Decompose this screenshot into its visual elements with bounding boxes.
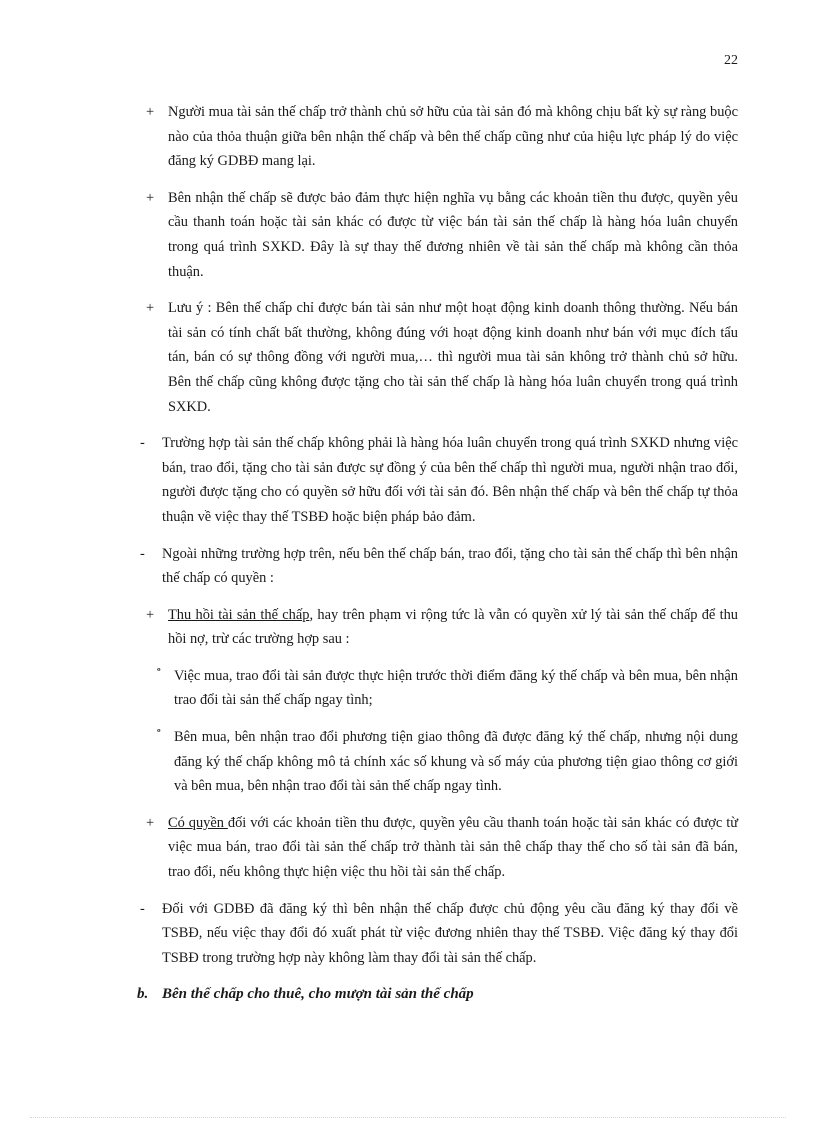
list-item (140, 897, 738, 971)
paragraph-text: Bên nhận thế chấp sẽ được bảo đảm thực hiện nghĩa vụ bằng các khoản tiền thu được, quyền yêu cầu thanh toán hoặc tài sản khác có được từ việc bán tài sản thế chấp là hàng hóa luân chuyển trong quá trình SXKD. Đây là sự thay thế đương nhiên về tài sản thế chấp mà không cần thỏa thuận. (168, 189, 738, 280)
section-title: Bên thế chấp cho thuê, cho mượn tài sản thế chấp (162, 986, 474, 1003)
bullet-dash: - (140, 545, 145, 562)
list-item (157, 725, 738, 799)
list-item (140, 431, 738, 529)
bullet-circle: º (157, 727, 161, 740)
paragraph-text: Trường hợp tài sản thế chấp không phải là hàng hóa luân chuyển trong quá trình SXKD nhưng việc bán, trao đổi, tặng cho tài sản được sự đồng ý của bên thế chấp thì người mua, người nhận trao đổi, người được tặng cho có quyền sở hữu đối với tài sản đó. Bên nhận thế chấp và bên thế chấp tự thỏa thuận về việc thay thế TSBĐ hoặc biện pháp bảo đảm. (162, 435, 738, 525)
paragraph-text: Lưu ý : Bên thế chấp chỉ được bán tài sản như một hoạt động kinh doanh thông thường. Nếu bán tài sản có tính chất bất thường, không đúng với hoạt động kinh doanh như bán với mục đích tẩu tán, bán có sự thông đồng với người mua,… thì người mua tài sản không trở thành chủ sở hữu. Bên thế chấp cũng không được tặng cho tài sản thế chấp là hàng hóa luân chuyển trong quá trình SXKD. (168, 300, 738, 415)
paragraph-text: Đối với GDBĐ đã đăng ký thì bên nhận thế chấp được chủ động yêu cầu đăng ký thay đổi về TSBĐ, nếu việc thay đổi đó xuất phát từ việc đương nhiên thay thế TSBĐ. Việc đăng ký thay đổi TSBĐ trong trường hợp này không làm thay đổi tài sản thế chấp. (162, 900, 738, 966)
paragraph-text: Người mua tài sản thế chấp trở thành chủ sở hữu của tài sản đó mà không chịu bất kỳ sự ràng buộc nào của thỏa thuận giữa bên nhận thế chấp và bên thế chấp cũng như của hiệu lực pháp lý do việc đăng ký GDBĐ mang lại. (168, 104, 738, 170)
list-item (157, 664, 738, 713)
bullet-plus: + (146, 300, 155, 317)
list-item (146, 100, 738, 174)
paragraph-text: Bên mua, bên nhận trao đổi phương tiện giao thông đã được đăng ký thế chấp, nhưng nội dung đăng ký thế chấp không mô tả chính xác số khung và số máy của phương tiện giao thông cơ giới và bên mua, bên nhận trao đổi tài sản thế chấp ngay tình. (174, 729, 738, 795)
page-number: 22 (724, 53, 738, 68)
section-marker: b. (137, 986, 149, 1003)
bullet-plus: + (146, 814, 155, 831)
paragraph-text: , hay trên phạm vi rộng tức là vẫn có quyền xử lý tài sản thế chấp để thu hồi nợ, trừ các trường hợp sau : (168, 606, 739, 648)
bullet-dash: - (140, 900, 145, 917)
list-item (146, 603, 739, 652)
page-bottom-divider (30, 1117, 786, 1118)
list-item (146, 811, 738, 885)
document-body (0, 100, 816, 1006)
bullet-plus: + (146, 189, 155, 206)
bullet-circle: º (157, 665, 161, 678)
bullet-dash: - (140, 435, 145, 452)
paragraph-text: Ngoài những trường hợp trên, nếu bên thế chấp bán, trao đổi, tặng cho tài sản thế chấp thì bên nhận thế chấp có quyền : (162, 545, 738, 587)
bullet-plus: + (146, 104, 155, 120)
underlined-term: Thu hồi tài sản thế chấp (168, 606, 310, 623)
paragraph-text: Việc mua, trao đổi tài sản được thực hiện trước thời điểm đăng ký thế chấp và bên mua, bên nhận trao đổi tài sản thế chấp ngay tình; (174, 667, 738, 709)
underlined-term: Có quyền (168, 814, 228, 831)
list-item (140, 542, 738, 591)
section-heading (137, 982, 816, 1006)
paragraph-text: đối với các khoản tiền thu được, quyền yêu cầu thanh toán hoặc tài sản khác có được từ việc mua bán, trao đổi tài sản thế chấp trở thành tài sản thê chấp thay thế cho số tài sản đã bán, trao đổi, nếu không thực hiện việc thu hồi tài sản thế chấp. (168, 814, 738, 881)
list-item (146, 186, 738, 284)
list-item (146, 296, 738, 419)
bullet-plus: + (146, 606, 155, 623)
